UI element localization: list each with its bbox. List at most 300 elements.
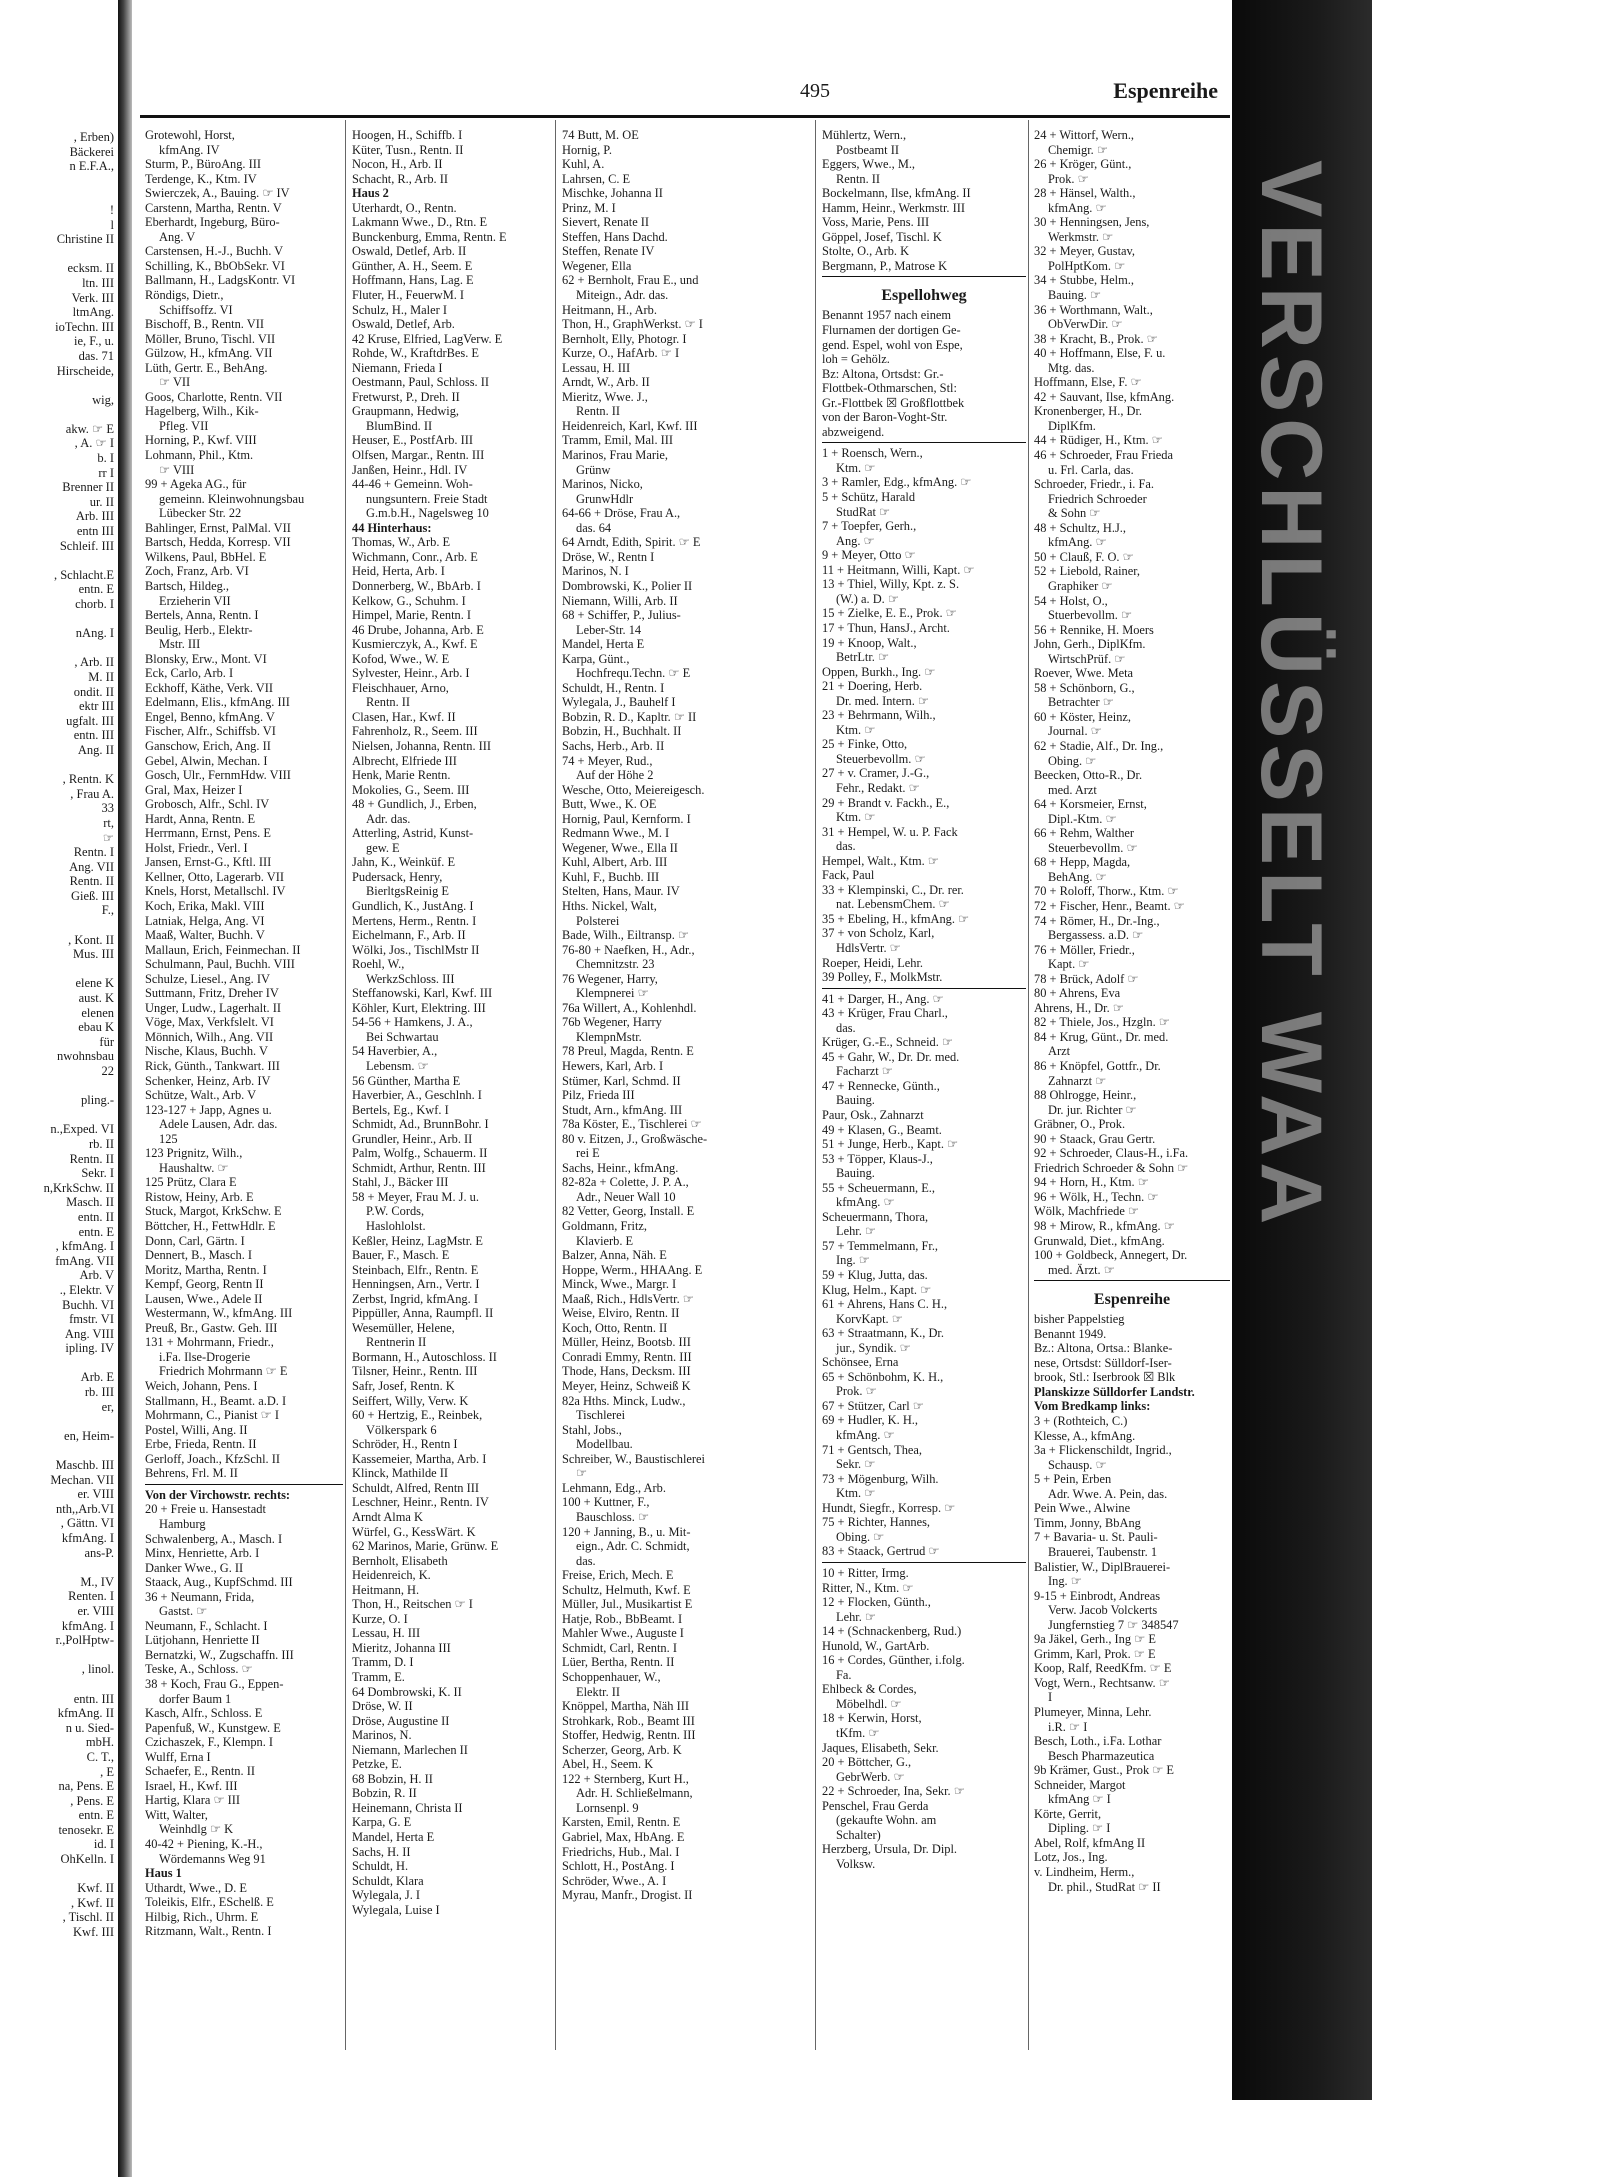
directory-entry: das. [576, 1553, 596, 1568]
directory-entry: Janßen, Heinr., Hdl. IV [352, 462, 468, 477]
directory-entry: Schenker, Heinz, Arb. IV [145, 1073, 271, 1088]
directory-entry: 47 + Rennecke, Günth., [822, 1078, 940, 1093]
directory-entry: Donnerberg, W., BbArb. I [352, 578, 481, 593]
directory-entry: Rentn. II [836, 171, 881, 186]
directory-entry: Scheuermann, Thora, [822, 1209, 929, 1224]
sliver-line [0, 553, 118, 568]
sliver-line: nth,,Arb.VI [56, 1501, 114, 1516]
directory-entry: 23 + Behrmann, Wilh., [822, 708, 936, 723]
directory-entry: P.W. Cords, [366, 1204, 425, 1219]
sliver-line: rb. II [89, 1136, 114, 1151]
directory-entry: Albrecht, Elfriede III [352, 753, 457, 768]
sliver-line: Mus. III [73, 947, 114, 962]
directory-entry: 38 + Koch, Frau G., Eppen- [145, 1676, 284, 1691]
directory-entry: Dröse, Augustine II [352, 1713, 450, 1728]
directory-column-3 [562, 128, 812, 2048]
directory-entry: Bauing. [836, 1166, 875, 1181]
directory-entry: 92 + Schroeder, Claus-H., i.Fa. [1034, 1146, 1189, 1161]
directory-entry: Heuser, E., PostfArb. III [352, 433, 473, 448]
directory-entry: Lüth, Gertr. E., BehAng. [145, 360, 268, 375]
directory-entry: Hamburg [159, 1516, 206, 1531]
directory-entry: Mtg. das. [1048, 360, 1095, 375]
directory-entry: Vöge, Max, Verkfslelt. VI [145, 1015, 274, 1030]
directory-entry: Steinbach, Elfr., Rentn. E [352, 1262, 479, 1277]
directory-entry: Bernholt, Elly, Photogr. I [562, 331, 687, 346]
directory-entry: Schalter) [836, 1827, 881, 1842]
sliver-line: , kfmAng. I [55, 1239, 114, 1254]
directory-entry: von der Baron-Voght-Str. [822, 410, 948, 425]
directory-entry: Betrachter ☞ [1048, 695, 1114, 710]
sliver-line: chorb. I [75, 597, 114, 611]
directory-entry: Mandel, Herta E [352, 1829, 435, 1844]
directory-entry: Mertens, Herm., Rentn. I [352, 913, 477, 928]
directory-entry: Lessau, H. III [562, 360, 631, 375]
sliver-line: M. II [88, 669, 114, 684]
directory-entry: Kurze, O. I [352, 1611, 408, 1626]
directory-entry: kfmAng. ☞ [836, 1428, 895, 1443]
sliver-line: ebau K [78, 1020, 114, 1035]
directory-entry: Staack, Aug., KupfSchmd. III [145, 1575, 293, 1590]
spacer [822, 1559, 1026, 1566]
directory-entry: Myrau, Manfr., Drogist. II [562, 1888, 693, 1903]
sliver-line [0, 962, 118, 977]
directory-entry: Bernatzki, W., Zugschaffn. III [145, 1647, 294, 1662]
directory-entry: Lehr. ☞ [836, 1609, 877, 1624]
directory-entry: 120 + Janning, B., u. Mit- [562, 1524, 691, 1539]
directory-entry: 50 + Clauß, F. O. ☞ [1034, 549, 1134, 564]
directory-entry: 39 Polley, F., MolkMstr. [822, 970, 943, 985]
directory-entry: Krüger, G.-E., Schneid. ☞ [822, 1035, 954, 1050]
sliver-line: , Kwf. II [70, 1895, 114, 1910]
directory-entry: Schuldt, H., Rentn. I [562, 680, 665, 695]
directory-entry: ☞ VII [159, 375, 191, 390]
directory-entry: 56 + Rennike, H. Moers [1034, 622, 1154, 637]
directory-entry: Bertels, Eg., Kwf. I [352, 1102, 449, 1117]
sliver-line [0, 247, 118, 262]
directory-entry: Steuerbevollm. ☞ [1048, 840, 1138, 855]
directory-entry: Hewers, Karl, Arb. I [562, 1059, 664, 1073]
directory-entry: Facharzt ☞ [836, 1064, 893, 1079]
directory-entry: Chemnitzstr. 23 [576, 957, 655, 972]
directory-entry: WerkzSchloss. III [366, 971, 455, 986]
book-gutter [118, 0, 132, 2177]
directory-entry: Heitmann, H., Arb. [562, 302, 657, 317]
sliver-line: na, Pens. E [58, 1779, 114, 1794]
sliver-line: fmAng. VII [55, 1253, 114, 1268]
directory-entry: Safr, Josef, Rentn. K [352, 1379, 455, 1394]
directory-entry: Niemann, Frieda I [352, 360, 443, 375]
directory-entry: 68 Bobzin, H. II [352, 1771, 433, 1786]
directory-entry: Nielsen, Johanna, Rentn. III [352, 738, 492, 753]
directory-entry: Behrens, Frl. M. II [145, 1466, 238, 1481]
directory-entry: Wylegala, J. I [352, 1888, 421, 1903]
directory-entry: Bischoff, B., Rentn. VII [145, 317, 264, 332]
directory-entry: Hoppe, Werm., HHAAng. E [562, 1262, 703, 1277]
directory-entry: Marinos, Nicko, [562, 477, 643, 492]
directory-entry: 40 + Hoffmann, Else, F. u. [1034, 346, 1166, 361]
directory-entry: Roehl, W., [352, 957, 405, 972]
directory-entry: Dr. jur. Richter ☞ [1048, 1102, 1137, 1117]
directory-entry: 76 Wegener, Harry, [562, 971, 658, 986]
sliver-line: Rentn. II [69, 874, 114, 889]
sliver-line [0, 918, 118, 933]
directory-entry: Schröder, H., Rentn I [352, 1437, 458, 1452]
directory-entry: Mandel, Herta E [562, 637, 645, 652]
directory-entry: Carstenn, Martha, Rentn. V [145, 200, 282, 215]
directory-entry: Bobzin, R. II [352, 1786, 417, 1801]
directory-entry: Roever, Wwe. Meta [1034, 666, 1134, 681]
directory-entry: Arzt [1048, 1044, 1071, 1059]
directory-entry: Schulmann, Paul, Buchh. VIII [145, 957, 295, 972]
directory-entry: Lakmann Wwe., D., Rtn. E [352, 215, 488, 230]
directory-entry: Himpel, Marie, Rentn. I [352, 608, 472, 623]
directory-entry: 54 Haverbier, A., [352, 1044, 438, 1059]
directory-entry: Knels, Horst, Metallschl. IV [145, 884, 286, 899]
sliver-line: Arb. V [79, 1268, 114, 1283]
directory-entry: 70 + Roloff, Thorw., Ktm. ☞ [1034, 884, 1179, 899]
directory-entry: Strohkark, Rob., Beamt III [562, 1713, 695, 1728]
directory-entry: 3 + (Rothteich, C.) [1034, 1414, 1128, 1429]
directory-entry: Schausp. ☞ [1048, 1457, 1107, 1472]
sliver-line: ☞ [102, 830, 114, 845]
directory-entry: Henk, Marie Rentn. [352, 768, 451, 783]
directory-entry: Fack, Paul [822, 868, 875, 883]
sliver-line: wig, [92, 392, 114, 407]
directory-entry: kfmAng. IV [159, 142, 220, 157]
directory-entry: Weinhdlg ☞ K [159, 1822, 234, 1837]
directory-entry: Kelkow, G., Schuhm. I [352, 593, 466, 608]
directory-entry: Heitmann, H. [352, 1582, 420, 1597]
directory-entry: Bauing. [836, 1093, 875, 1108]
directory-entry: 90 + Staack, Grau Gertr. [1034, 1131, 1156, 1146]
directory-entry: Karpa, Günt., [562, 651, 630, 666]
directory-entry: Ktm. ☞ [836, 810, 876, 825]
sliver-line: , linol. [81, 1662, 114, 1677]
page-header [140, 70, 1230, 118]
directory-entry: 51 + Junge, Herb., Kapt. ☞ [822, 1137, 959, 1152]
directory-entry: Leschner, Heinr., Rentn. IV [352, 1495, 489, 1510]
sliver-line: kfmAng. I [61, 1618, 114, 1633]
directory-entry: 60 + Hertzig, E., Reinbek, [352, 1408, 483, 1423]
directory-entry: Stolte, O., Arb. K [822, 244, 910, 259]
directory-entry: Bockelmann, Ilse, kfmAng. II [822, 186, 971, 201]
directory-entry: 61 + Ahrens, Hans C. H., [822, 1297, 948, 1312]
directory-entry: 58 + Meyer, Frau M. J. u. [352, 1189, 479, 1204]
directory-entry: Lüer, Bertha, Rentn. II [562, 1655, 675, 1670]
directory-entry: Jungfernstieg 7 ☞ 348547 [1048, 1617, 1179, 1632]
directory-entry: Prok. ☞ [1048, 171, 1089, 186]
directory-entry: Journal. ☞ [1048, 724, 1102, 739]
sliver-line: rb. III [84, 1385, 114, 1400]
directory-entry: Gr.-Flottbek ☒ Großflottbek [822, 395, 965, 410]
directory-entry: Goos, Charlotte, Rentn. VII [145, 389, 283, 404]
directory-entry: Jaques, Elisabeth, Sekr. [822, 1740, 939, 1755]
directory-entry: Gräbner, O., Prok. [1034, 1117, 1126, 1132]
directory-entry: Schmidt, Ad., BrunnBohr. I [352, 1117, 489, 1132]
sliver-line: nAng. I [75, 626, 114, 641]
directory-entry: 72 + Fischer, Henr., Beamt. ☞ [1034, 898, 1185, 913]
directory-entry: Meyer, Heinz, Schweiß K [562, 1379, 691, 1394]
directory-entry: 98 + Mirow, R., kfmAng. ☞ [1034, 1219, 1175, 1234]
directory-entry: Oswald, Detlef, Arb. [352, 317, 455, 332]
directory-entry: Dombrowski, K., Polier II [562, 578, 693, 593]
directory-entry: 42 Kruse, Elfried, LagVerw. E [352, 331, 503, 346]
directory-entry: Schulz, H., Maler I [352, 302, 447, 317]
directory-entry: Schuldt, H. [352, 1859, 409, 1874]
directory-entry: Conradi Emmy, Rentn. III [562, 1349, 692, 1364]
sliver-line: , Frau A. [70, 786, 114, 801]
directory-entry: 78a Köster, E., Tischlerei ☞ [562, 1117, 702, 1132]
directory-entry: 18 + Kerwin, Horst, [822, 1711, 922, 1726]
directory-entry: 32 + Meyer, Gustav, [1034, 244, 1136, 259]
directory-entry: 25 + Finke, Otto, [822, 737, 908, 752]
directory-entry: 78 Preul, Magda, Rentn. E [562, 1044, 694, 1059]
sliver-line: er, [101, 1399, 114, 1414]
directory-entry: 41 + Darger, H., Ang. ☞ [822, 991, 944, 1006]
directory-entry: kfmAng. ☞ [1048, 535, 1107, 550]
directory-entry: 12 + Flocken, Günth., [822, 1595, 931, 1610]
directory-entry: Adr., Neuer Wall 10 [576, 1189, 676, 1204]
directory-entry: Kuhl, A. [562, 157, 605, 172]
sliver-line: Ang. II [77, 742, 114, 757]
directory-entry: Ganschow, Erich, Ang. II [145, 738, 271, 753]
sliver-line: M., IV [80, 1574, 114, 1589]
directory-entry: Bartsch, Hildeg., [145, 578, 229, 593]
directory-entry: 33 + Klempinski, C., Dr. rer. [822, 882, 964, 897]
directory-entry: Bade, Wilh., Eiltransp. ☞ [562, 928, 690, 943]
directory-entry: Roeper, Heidi, Lehr. [822, 955, 924, 970]
directory-entry: Ahrens, H., Dr. ☞ [1034, 1000, 1124, 1015]
directory-entry: Wölki, Jos., TischlMstr II [352, 942, 480, 957]
directory-entry: Hatje, Rob., BbBeamt. I [562, 1611, 683, 1626]
directory-entry: GrunwHdlr [576, 491, 634, 506]
sliver-line [0, 1414, 118, 1429]
sliver-line: entn. III [73, 1691, 114, 1706]
sliver-line: ., Elektr. V [59, 1282, 114, 1297]
directory-entry: 5 + Pein, Erben [1034, 1472, 1112, 1487]
directory-entry: Planskizze Sülldorfer Landstr. [1034, 1384, 1195, 1399]
directory-entry: Ktm. ☞ [836, 1486, 876, 1501]
directory-entry: Sekr. ☞ [836, 1457, 876, 1472]
directory-entry: Küter, Tusn., Rentn. II [352, 142, 464, 157]
directory-entry: Witt, Walter, [145, 1807, 208, 1822]
directory-entry: rei E [576, 1146, 600, 1161]
directory-entry: Weise, Elviro, Rentn. II [562, 1306, 680, 1321]
sliver-line: Rentn. I [73, 845, 114, 860]
sliver-line: Mechan. VII [50, 1472, 114, 1487]
directory-entry: Röndigs, Dietr., [145, 288, 224, 303]
directory-entry: Hunold, W., GartArb. [822, 1638, 930, 1653]
directory-entry: Voss, Marie, Pens. III [822, 215, 930, 230]
directory-entry: Herzberg, Ursula, Dr. Dipl. [822, 1842, 958, 1857]
directory-entry: Penschel, Frau Gerda [822, 1798, 929, 1813]
directory-entry: Stelten, Hans, Maur. IV [562, 884, 680, 899]
directory-entry: Bauing. ☞ [1048, 288, 1102, 303]
directory-entry: Bz.: Altona, Ortsa.: Blanke- [1034, 1341, 1173, 1356]
directory-entry: Lahrsen, C. E [562, 171, 631, 186]
directory-entry: Suttmann, Fritz, Dreher IV [145, 986, 279, 1001]
directory-entry: Miteign., Adr. das. [576, 288, 669, 303]
sliver-line: Verk. III [71, 290, 114, 305]
sliver-line: , Pens. E [70, 1793, 114, 1808]
directory-entry: Obing. ☞ [1048, 753, 1097, 768]
directory-entry: Blonsky, Erw., Mont. VI [145, 651, 267, 666]
directory-entry: abzweigend. [822, 424, 885, 439]
directory-entry: 73 + Mögenburg, Wilh. [822, 1471, 939, 1486]
directory-entry: 28 + Hänsel, Walth., [1034, 186, 1136, 201]
directory-entry: Ballmann, H., LadgsKontr. VI [145, 273, 296, 288]
directory-entry: 75 + Richter, Hannes, [822, 1515, 931, 1530]
directory-entry: Klavierb. E [576, 1233, 634, 1248]
directory-entry: Dr. med. Intern. ☞ [836, 693, 930, 708]
directory-entry: Sievert, Renate II [562, 215, 650, 230]
directory-entry: Sachs, Heinr., kfmAng. [562, 1160, 679, 1175]
directory-entry: brook, Stl.: Iserbrook ☒ Blk [1034, 1370, 1176, 1385]
directory-entry: Bunckenburg, Emma, Rentn. E [352, 229, 507, 244]
directory-entry: Lübecker Str. 22 [159, 506, 242, 521]
directory-entry: Sylvester, Heinr., Arb. I [352, 666, 470, 681]
directory-entry: Balistier, W., DiplBrauerei- [1034, 1559, 1171, 1574]
directory-entry: 16 + Cordes, Günther, i.folg. [822, 1653, 965, 1668]
sliver-line: ! [109, 202, 114, 217]
column-divider [815, 120, 816, 2050]
directory-entry: gemeinn. Kleinwohnungsbau [159, 491, 305, 506]
sliver-line [0, 1677, 118, 1692]
sliver-line: Ang. VIII [64, 1326, 114, 1341]
directory-entry: Fa. [836, 1667, 852, 1682]
directory-entry: Karsten, Emil, Rentn. E [562, 1815, 681, 1830]
directory-entry: Bei Schwartau [366, 1029, 439, 1044]
directory-entry: 64 Arndt, Edith, Spirit. ☞ E [562, 535, 701, 550]
directory-entry: ☞ VIII [159, 462, 195, 477]
directory-entry: Steffanowski, Karl, Kwf. III [352, 986, 493, 1001]
directory-entry: Lotz, Jos., Ing. [1034, 1850, 1108, 1865]
directory-entry: Wylegala, J., Bauhelf I [562, 695, 676, 710]
sliver-line: entn. E [78, 1224, 114, 1239]
directory-entry: 13 + Thiel, Willy, Kpt. z. S. [822, 577, 960, 592]
directory-entry: kfmAng. ☞ [836, 1195, 895, 1210]
directory-entry: Friedrich Mohrmann ☞ E [159, 1364, 288, 1379]
directory-entry: 20 + Böttcher, G., [822, 1755, 912, 1770]
sliver-line [0, 1443, 118, 1458]
directory-entry: Arndt Alma K [352, 1509, 423, 1524]
directory-entry: Werkmstr. ☞ [1048, 229, 1114, 244]
directory-entry: Eck, Carlo, Arb. I [145, 666, 234, 681]
sliver-line: 22 [101, 1064, 114, 1078]
directory-entry: Unger, Ludw., Lagerhalt. II [145, 1000, 281, 1015]
street-heading: Espellohweg [881, 287, 967, 305]
directory-entry: 3a + Flickenschildt, Ingrid., [1034, 1443, 1172, 1458]
directory-entry: Ktm. ☞ [836, 722, 876, 737]
directory-entry: Wördemanns Weg 91 [159, 1851, 266, 1866]
directory-entry: Maaß, Rich., HdlsVertr. ☞ [562, 1291, 694, 1306]
directory-entry: Lausen, Wwe., Adele II [145, 1291, 263, 1306]
directory-entry: Tramm, D. I [352, 1655, 414, 1670]
sliver-line: F., [101, 903, 114, 918]
directory-entry: Hornig, P. [562, 142, 612, 157]
sliver-line [0, 188, 118, 203]
directory-entry: Fahrenholz, R., Seem. III [352, 724, 478, 739]
directory-entry: eign., Adr. C. Schmidt, [576, 1539, 690, 1554]
directory-entry: Gerloff, Joach., KfzSchl. II [145, 1451, 280, 1466]
directory-entry: Bauer, F., Masch. E [352, 1248, 450, 1263]
directory-entry: Zoch, Franz, Arb. VI [145, 564, 249, 579]
directory-entry: Stuck, Margot, KrkSchw. E [145, 1204, 282, 1219]
directory-entry: Auf der Höhe 2 [576, 768, 654, 783]
directory-entry: Carstensen, H.-J., Buchh. V [145, 244, 284, 259]
directory-entry: 82-82a + Colette, J. P. A., [562, 1175, 689, 1190]
directory-entry: Flurnamen der dortigen Ge- [822, 323, 961, 338]
directory-entry: Mstr. III [159, 637, 201, 652]
directory-entry: Adr. Wwe. A. Pein, das. [1048, 1486, 1168, 1501]
directory-entry: gew. E [366, 840, 400, 855]
directory-entry: Keßler, Heinz, LagMstr. E [352, 1233, 483, 1248]
directory-entry: Haverbier, A., Geschlnh. I [352, 1088, 482, 1103]
directory-entry: Schmidt, Arthur, Rentn. III [352, 1160, 486, 1175]
directory-entry: Körte, Gerrit, [1034, 1806, 1102, 1821]
sliver-line: nwohnsbau [57, 1049, 114, 1064]
directory-entry: 63 + Straatmann, K., Dr. [822, 1326, 944, 1341]
directory-entry: nat. LebensmChem. ☞ [836, 897, 950, 912]
directory-entry: 84 + Krug, Günt., Dr. med. [1034, 1029, 1169, 1044]
directory-entry: 17 + Thun, HansJ., Archt. [822, 620, 950, 635]
directory-entry: 46 Drube, Johanna, Arb. E [352, 622, 484, 637]
directory-entry: med. Ärzt. ☞ [1048, 1262, 1115, 1277]
directory-entry: KorvKapt. ☞ [836, 1311, 903, 1326]
directory-entry: Bergmann, P., Matrose K [822, 258, 948, 273]
directory-entry: KlempnMstr. [576, 1029, 642, 1044]
directory-entry: Hagelberg, Wilh., Kik- [145, 404, 259, 419]
directory-entry: Fehr., Redakt. ☞ [836, 780, 920, 795]
sliver-line: , A. ☞ I [74, 436, 114, 451]
directory-entry: Stahl, Jobs., [562, 1422, 622, 1437]
directory-entry: Thon, H., Reitschen ☞ I [352, 1597, 473, 1612]
sliver-line [0, 1867, 118, 1882]
sliver-line [0, 174, 118, 189]
directory-entry: Dennert, B., Masch. I [145, 1248, 253, 1263]
directory-entry: loh = Gehölz. [822, 352, 890, 367]
directory-entry: 30 + Henningsen, Jens, [1034, 215, 1150, 230]
directory-entry: Von der Virchowstr. rechts: [145, 1487, 291, 1502]
directory-entry: Hochfrequ.Techn. ☞ E [576, 666, 691, 681]
directory-entry: 80 + Ahrens, Eva [1034, 986, 1121, 1001]
sliver-line: Sekr. I [81, 1166, 114, 1181]
directory-entry: Holst, Friedr., Verl. I [145, 840, 248, 855]
directory-entry: Oppen, Burkh., Ing. ☞ [822, 664, 936, 679]
directory-entry: Hempel, Walt., Ktm. ☞ [822, 853, 939, 868]
running-head: Espenreihe [1113, 78, 1218, 103]
directory-entry: Oswald, Detlef, Arb. II [352, 244, 467, 259]
sliver-line: aust. K [78, 991, 114, 1006]
directory-entry: Edelmann, Elis., kfmAng. III [145, 695, 290, 710]
directory-entry: Mönnich, Wilh., Ang. VII [145, 1029, 274, 1044]
directory-entry: Möbelhdl. ☞ [836, 1696, 902, 1711]
directory-entry: Schuldt, Alfred, Rentn III [352, 1480, 479, 1495]
directory-entry: Lütjohann, Henriette II [145, 1633, 260, 1648]
sliver-line: Bäckerei [69, 144, 114, 159]
directory-entry: 1 + Roensch, Wern., [822, 446, 923, 461]
directory-entry: 71 + Gentsch, Thea, [822, 1442, 923, 1457]
directory-entry: Sachs, H. II [352, 1844, 411, 1859]
sliver-line: ltmAng. [72, 305, 114, 320]
directory-entry: PolHptKom. ☞ [1048, 258, 1126, 273]
directory-entry: Rentn. II [366, 695, 411, 710]
directory-entry: 44 + Rüdiger, H., Ktm. ☞ [1034, 433, 1163, 448]
directory-entry: Würfel, G., KessWärt. K [352, 1524, 476, 1539]
directory-entry: i.Fa. Ilse-Drogerie [159, 1349, 251, 1364]
directory-entry: Köhler, Kurt, Elektring. III [352, 1000, 486, 1015]
directory-entry: Hardt, Anna, Rentn. E [145, 811, 256, 826]
